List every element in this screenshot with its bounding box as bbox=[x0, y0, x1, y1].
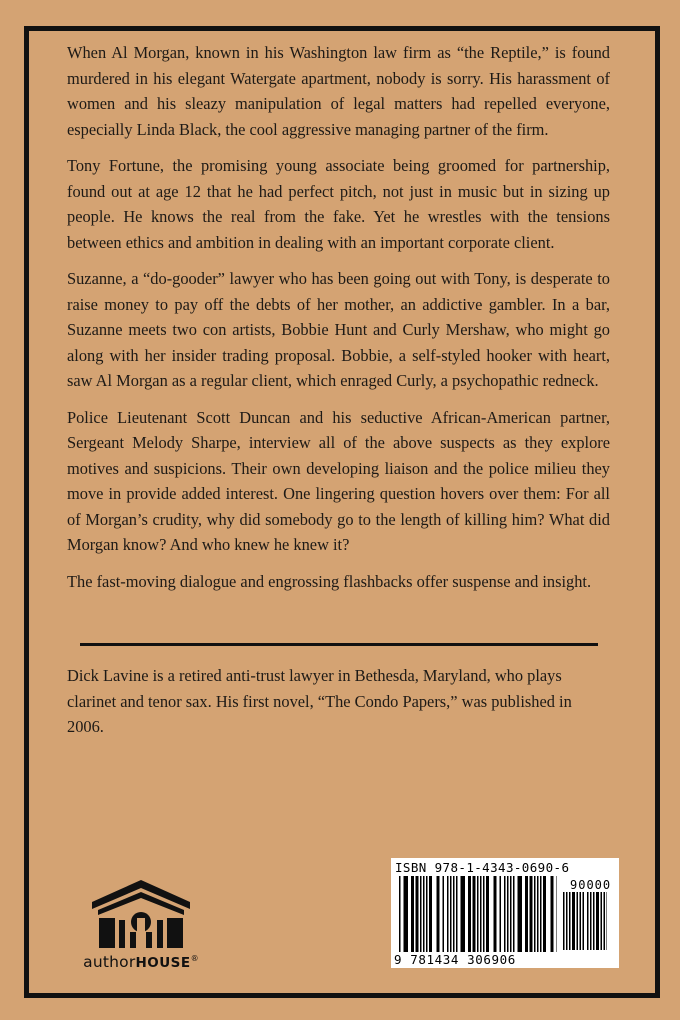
blurb-paragraph: The fast-moving dialogue and engrossing flashbacks offer suspense and insight. bbox=[67, 571, 592, 591]
barcode-bar bbox=[583, 892, 585, 950]
barcode-bar bbox=[468, 876, 471, 952]
barcode-bar bbox=[566, 892, 568, 950]
barcode-bar bbox=[537, 876, 539, 952]
barcode-bar bbox=[551, 876, 554, 952]
barcode-bar bbox=[604, 892, 606, 950]
blurb-paragraph: Police Lieutenant Scott Duncan and his seductive African-American partner, Sergeant Melody Sharpe, interview all of the above suspects as they explore motives and suspicions. Their own developing liaison and the police milieu they move in provide added interest. One lingering question hovers over them: For all of Morgan’s crudity, why did somebody go to the length of killing him? What did Morgan know? And who knew he knew it? bbox=[67, 407, 610, 554]
price-code: 90000 bbox=[570, 878, 612, 892]
barcode-bar bbox=[557, 876, 558, 952]
barcode-bar bbox=[486, 876, 489, 952]
barcode-bar bbox=[530, 876, 533, 952]
addon-bars bbox=[563, 892, 613, 950]
isbn-barcode bbox=[391, 858, 619, 968]
barcode-bar bbox=[580, 892, 582, 950]
book-blurb bbox=[67, 40, 610, 605]
barcode-bar bbox=[416, 876, 419, 952]
barcode-bar bbox=[447, 876, 449, 952]
divider-rule bbox=[80, 643, 598, 646]
barcode-bar bbox=[483, 876, 485, 952]
barcode-bar bbox=[596, 892, 599, 950]
barcode-bar bbox=[507, 876, 509, 952]
registered-mark: ® bbox=[190, 953, 199, 963]
publisher-logo bbox=[66, 878, 216, 978]
barcode-bar bbox=[513, 876, 515, 952]
author-bio: Dick Lavine is a retired anti-trust lawyer in Bethesda, Maryland, who plays clarinet and tenor sax. His first novel, “The Condo Papers,” was published in 2006. bbox=[67, 666, 572, 736]
barcode-bar bbox=[572, 892, 575, 950]
barcode-bar bbox=[534, 876, 536, 952]
barcode-bar bbox=[420, 876, 422, 952]
barcode-bar bbox=[473, 876, 476, 952]
barcode-bar bbox=[461, 876, 466, 952]
barcode-bar bbox=[563, 892, 565, 950]
barcode-bar bbox=[540, 876, 542, 952]
barcode-bar bbox=[587, 892, 589, 950]
barcode-bar bbox=[577, 892, 579, 950]
barcode-bar bbox=[426, 876, 428, 952]
barcode-bar bbox=[411, 876, 414, 952]
isbn-label: ISBN 978-1-4343-0690-6 bbox=[395, 860, 570, 875]
barcode-bar bbox=[480, 876, 482, 952]
blurb-paragraph: When Al Morgan, known in his Washington law firm as “the Reptile,” is found murdered in his elegant Watergate apartment, nobody is sorry. His harassment of women and his sleazy manipulation of legal matters had repelled everyone, especially Linda Black, the cool aggressive managing partner of the firm. bbox=[67, 43, 610, 139]
publisher-name bbox=[66, 953, 216, 971]
barcode-bar bbox=[543, 876, 546, 952]
barcode-bar bbox=[429, 876, 432, 952]
barcode-bar bbox=[399, 876, 401, 952]
barcode-bar bbox=[593, 892, 595, 950]
blurb-paragraph: Tony Fortune, the promising young associate being groomed for partnership, found out at age 12 that he had perfect pitch, not just in music but in sizing up people. He knows the real from the fake. Yet he wrestles with the tensions between ethics and ambition in dealing with an important corporate client. bbox=[67, 156, 610, 252]
barcode-bar bbox=[477, 876, 479, 952]
blurb-paragraph: Suzanne, a “do-gooder” lawyer who has been going out with Tony, is desperate to raise money to pay off the debts of her mother, an addictive gambler. In a bar, Suzanne meets two con artists, Bobbie Hunt and Curly Mershaw, who might go along with her insider trading proposal. Bobbie, a self-styled hooker with heart, saw Al Morgan as a regular client, which enraged Curly, a psychopathic redneck. bbox=[67, 269, 610, 390]
publisher-name-part2: HOUSE bbox=[135, 955, 191, 971]
barcode-bar bbox=[500, 876, 502, 952]
barcode-bar bbox=[456, 876, 458, 952]
barcode-bar bbox=[450, 876, 452, 952]
ean13-bars bbox=[399, 876, 559, 956]
barcode-bar bbox=[437, 876, 440, 952]
barcode-bar bbox=[494, 876, 497, 952]
barcode-bar bbox=[504, 876, 506, 952]
barcode-bar bbox=[404, 876, 409, 952]
barcode-bar bbox=[453, 876, 455, 952]
barcode-bar bbox=[423, 876, 425, 952]
barcode-bar bbox=[569, 892, 571, 950]
authorhouse-logo-icon bbox=[82, 878, 200, 950]
ean-digits: 9 781434 306906 bbox=[394, 952, 516, 967]
barcode-bar bbox=[525, 876, 528, 952]
barcode-bar bbox=[590, 892, 592, 950]
barcode-bar bbox=[443, 876, 445, 952]
barcode-bar bbox=[601, 892, 603, 950]
publisher-name-part1: author bbox=[83, 953, 136, 971]
barcode-bar bbox=[510, 876, 512, 952]
barcode-bar bbox=[607, 892, 608, 950]
barcode-bar bbox=[518, 876, 523, 952]
